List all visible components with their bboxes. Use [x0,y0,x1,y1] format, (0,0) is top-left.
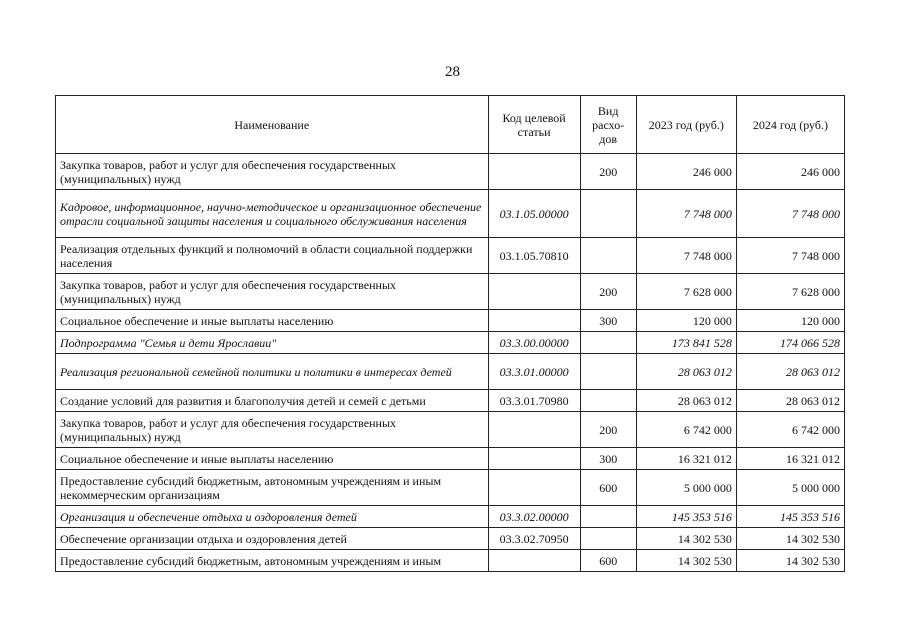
row-2023-cell: 6 742 000 [636,412,736,448]
row-name-cell: Подпрограмма "Семья и дети Ярославии" [56,332,489,354]
row-type-cell: 600 [580,470,636,506]
row-code-cell: 03.3.02.70950 [488,528,580,550]
row-2024-cell: 7 748 000 [736,238,844,274]
table-row [56,238,845,274]
row-2024-cell: 7 748 000 [736,190,844,238]
table-row [56,470,845,506]
row-2023-cell: 173 841 528 [636,332,736,354]
header-code: Код целевой статьи [488,96,580,154]
row-2023-cell: 16 321 012 [636,448,736,470]
row-name-cell: Обеспечение организации отдыха и оздоровления детей [56,528,489,550]
row-name-cell: Предоставление субсидий бюджетным, автономным учреждениям и иным некоммерческим организациям [56,470,489,506]
row-type-cell [580,528,636,550]
table-row [56,354,845,390]
budget-table [55,95,845,572]
row-name-cell: Социальное обеспечение и иные выплаты населению [56,448,489,470]
row-2024-cell: 16 321 012 [736,448,844,470]
row-name-cell: Создание условий для развития и благополучия детей и семей с детьми [56,390,489,412]
row-2023-cell: 145 353 516 [636,506,736,528]
row-code-cell [488,412,580,448]
row-name-cell: Кадровое, информационное, научно-методическое и организационное обеспечение отрасли социальной защиты населения и социального обслуживания населения [56,190,489,238]
row-2023-cell: 28 063 012 [636,354,736,390]
row-2023-cell: 7 748 000 [636,190,736,238]
table-row [56,412,845,448]
table-body [56,154,845,572]
row-2024-cell: 28 063 012 [736,354,844,390]
row-2024-cell: 6 742 000 [736,412,844,448]
row-2023-cell: 7 748 000 [636,238,736,274]
table-header-row [56,96,845,154]
row-type-cell [580,506,636,528]
row-code-cell: 03.1.05.70810 [488,238,580,274]
row-2024-cell: 5 000 000 [736,470,844,506]
row-code-cell [488,470,580,506]
row-type-cell [580,354,636,390]
table-row [56,332,845,354]
row-2024-cell: 145 353 516 [736,506,844,528]
row-code-cell [488,154,580,190]
row-2024-cell: 7 628 000 [736,274,844,310]
row-code-cell: 03.1.05.00000 [488,190,580,238]
row-2024-cell: 174 066 528 [736,332,844,354]
header-2023: 2023 год (руб.) [636,96,736,154]
row-name-cell: Реализация региональной семейной политики и политики в интересах детей [56,354,489,390]
header-type: Вид расхо-дов [580,96,636,154]
table-row [56,274,845,310]
row-2024-cell: 14 302 530 [736,550,844,572]
row-name-cell: Организация и обеспечение отдыха и оздоровления детей [56,506,489,528]
row-name-cell: Реализация отдельных функций и полномочий в области социальной поддержки населения [56,238,489,274]
row-type-cell: 300 [580,448,636,470]
row-code-cell [488,448,580,470]
row-type-cell: 600 [580,550,636,572]
row-name-cell: Закупка товаров, работ и услуг для обеспечения государственных (муниципальных) нужд [56,274,489,310]
row-2024-cell: 120 000 [736,310,844,332]
row-type-cell: 200 [580,274,636,310]
row-type-cell [580,390,636,412]
table-row [56,550,845,572]
row-type-cell: 200 [580,154,636,190]
row-code-cell [488,310,580,332]
table-row [56,506,845,528]
row-2023-cell: 28 063 012 [636,390,736,412]
row-code-cell: 03.3.01.00000 [488,354,580,390]
row-2023-cell: 246 000 [636,154,736,190]
row-code-cell: 03.3.01.70980 [488,390,580,412]
row-2024-cell: 28 063 012 [736,390,844,412]
row-code-cell: 03.3.00.00000 [488,332,580,354]
row-2024-cell: 246 000 [736,154,844,190]
row-code-cell: 03.3.02.00000 [488,506,580,528]
row-type-cell [580,190,636,238]
table-row [56,154,845,190]
row-2023-cell: 5 000 000 [636,470,736,506]
row-name-cell: Социальное обеспечение и иные выплаты населению [56,310,489,332]
header-2024: 2024 год (руб.) [736,96,844,154]
table-row [56,190,845,238]
row-2023-cell: 120 000 [636,310,736,332]
row-type-cell [580,332,636,354]
table-row [56,310,845,332]
header-name: Наименование [56,96,489,154]
row-2023-cell: 14 302 530 [636,528,736,550]
row-type-cell [580,238,636,274]
row-code-cell [488,550,580,572]
row-2023-cell: 7 628 000 [636,274,736,310]
table-row [56,448,845,470]
row-type-cell: 300 [580,310,636,332]
row-2023-cell: 14 302 530 [636,550,736,572]
page-number: 28 [445,64,460,80]
row-name-cell: Предоставление субсидий бюджетным, автономным учреждениям и иным [56,550,489,572]
table-row [56,390,845,412]
row-2024-cell: 14 302 530 [736,528,844,550]
table-row [56,528,845,550]
row-name-cell: Закупка товаров, работ и услуг для обеспечения государственных (муниципальных) нужд [56,412,489,448]
row-code-cell [488,274,580,310]
row-name-cell: Закупка товаров, работ и услуг для обеспечения государственных (муниципальных) нужд [56,154,489,190]
row-type-cell: 200 [580,412,636,448]
